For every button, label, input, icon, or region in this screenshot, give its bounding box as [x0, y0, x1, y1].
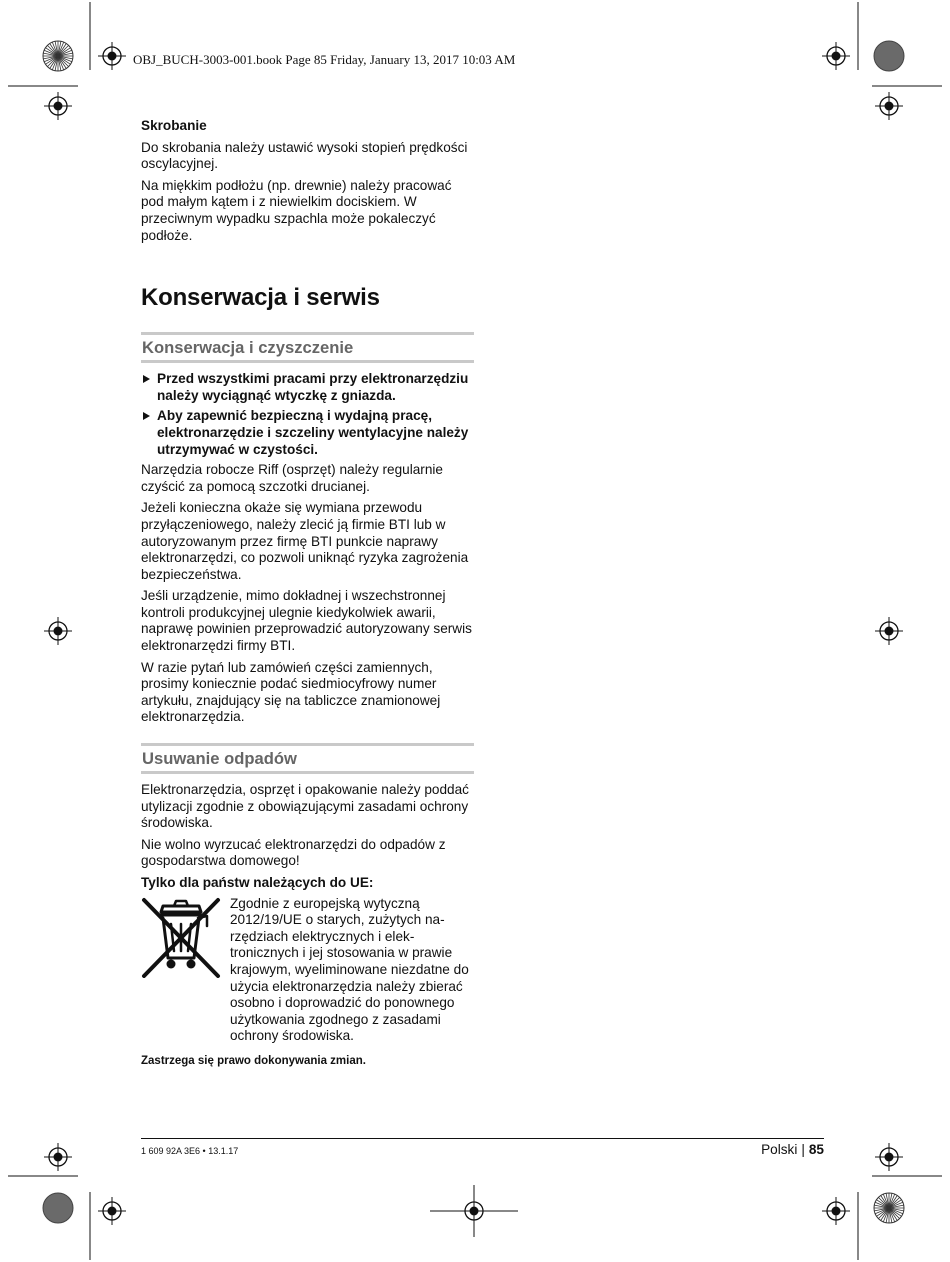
page-content: [141, 118, 474, 1070]
weee-text: Zgodnie z europejską wytyczną 2012/19/UE o starych, zużytych narzędziach elektrycznych i elektronicznych i jej stosowania w prawie krajowym, wyeliminowane niezdatne do użycia elektronarzędzia należy zbierać osobno i doprowadzić do ponownego użytkowania zgodnego z zasadami ochrony środowiska.: [230, 895, 469, 1044]
page-number: 85: [808, 1142, 824, 1157]
disposal-section-title: Usuwanie odpadów: [141, 743, 474, 774]
maintenance-paragraph-1: Narzędzia robocze Riff (osprzęt) należy regularnie czyścić za pomocą szczotki drucianej.: [141, 462, 443, 494]
weee-notice: [141, 896, 474, 1045]
crossed-out-wheelie-bin-icon: [141, 896, 221, 1045]
bullet-triangle-icon: [143, 412, 150, 420]
maintenance-paragraph-2: Jeżeli konieczna okaże się wymiana przewodu przyłączeniowego, należy zlecić ją firmie BTI lub w autoryzowanym przez firmę BTI punkcie naprawy elektronarzędzi, co pozwoli uniknąć ryzyka zagrożenia bezpieczeństwa.: [141, 500, 469, 582]
footer-rule: [141, 1138, 824, 1139]
scraping-heading: Skrobanie: [141, 118, 207, 133]
color-bar-dot-top-right: [874, 41, 904, 71]
scraping-paragraph-1: Do skrobania należy ustawić wysoki stopień prędkości oscylacyjnej.: [141, 139, 468, 172]
footer-doc-code: 1 609 92A 3E6 • 13.1.17: [141, 1146, 239, 1156]
warning-bullet-text: Aby zapewnić bezpieczną i wydajną pracę, elektronarzędzie i szczeliny wentylacyjne należy utrzymywać w czystości.: [157, 408, 469, 457]
disposal-paragraph-1: Elektronarzędzia, osprzęt i opakowanie należy poddać utylizacji zgodnie z obowiązującymi zasadami ochrony środowiska.: [141, 782, 469, 831]
color-bar-star-bottom-right: [874, 1193, 904, 1223]
eu-only-heading: Tylko dla państw należących do UE:: [141, 875, 374, 890]
footer-page-label: [761, 1142, 824, 1157]
print-header: OBJ_BUCH-3003-001.book Page 85 Friday, January 13, 2017 10:03 AM: [133, 52, 516, 67]
maintenance-paragraph-3: Jeśli urządzenie, mimo dokładnej i wszechstronnej kontroli produkcyjnej ulegnie kiedykolwiek awarii, naprawę powinien przeprowadzić autoryzowany serwis elektronarzędzi firmy BTI.: [141, 588, 472, 654]
maintenance-section-title: Konserwacja i czyszczenie: [141, 332, 474, 363]
warning-bullet: [141, 408, 474, 458]
chapter-title: Konserwacja i serwis: [141, 284, 380, 312]
scraping-paragraph-2: Na miękkim podłożu (np. drewnie) należy pracować pod małym kątem i z niewielkim dociskiem. W przeciwnym wypadku szpachla może pokaleczyć podłoże.: [141, 177, 452, 243]
warning-bullet: [141, 371, 474, 404]
warning-bullet-text: Przed wszystkimi pracami przy elektronarzędziu należy wyciągnąć wtyczkę z gniazda.: [157, 371, 469, 403]
color-bar-dot-bottom-left: [43, 1193, 73, 1223]
disposal-paragraph-2: Nie wolno wyrzucać elektronarzędzi do odpadów z gospodarstwa domowego!: [141, 836, 446, 869]
color-bar-star-top-left: [43, 41, 73, 71]
maintenance-paragraph-4: W razie pytań lub zamówień części zamiennych, prosimy koniecznie podać siedmiocyfrowy numer artykułu, znajdujący się na tabliczce znamionowej elektronarzędzia.: [141, 659, 441, 725]
reservation-note: Zastrzega się prawo dokonywania zmian.: [141, 1054, 366, 1067]
bullet-triangle-icon: [143, 375, 150, 383]
footer-language: Polski: [761, 1142, 798, 1157]
footer-separator: |: [801, 1142, 805, 1157]
